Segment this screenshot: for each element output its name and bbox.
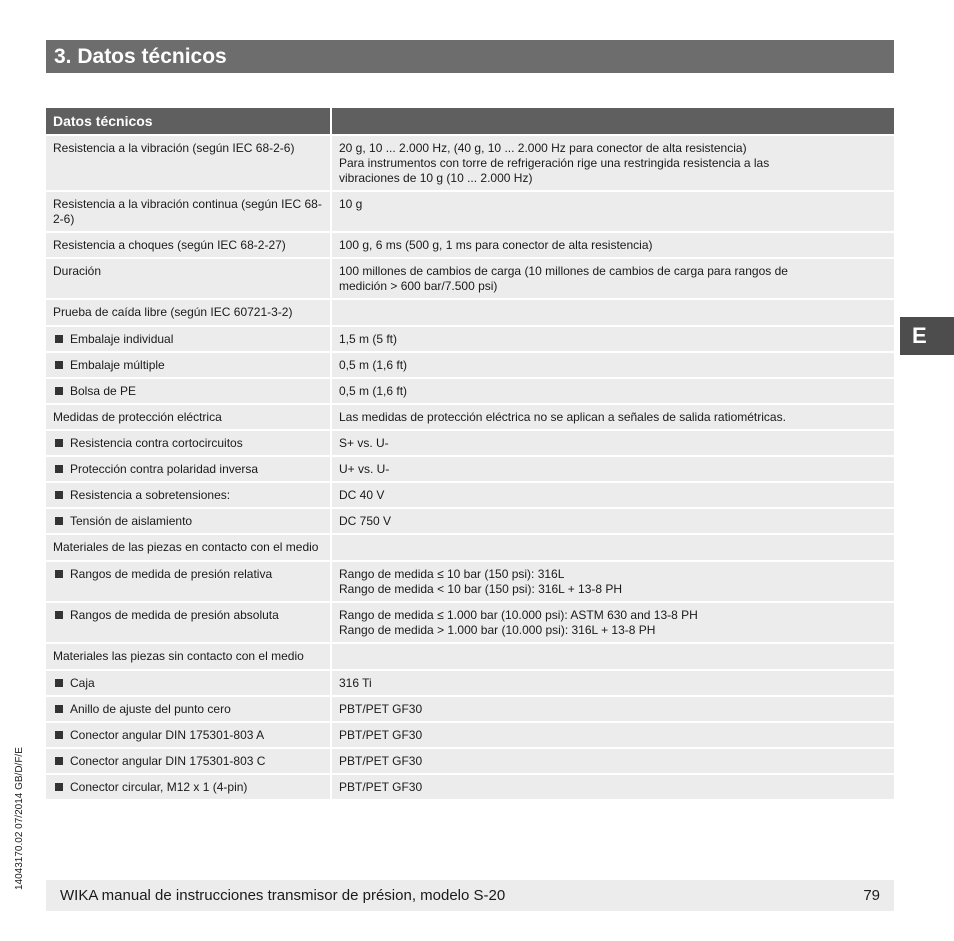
spec-value-cell bbox=[330, 603, 894, 642]
spec-label: Resistencia a la vibración continua (según IEC 68-2-6) bbox=[53, 197, 322, 226]
spec-label-cell bbox=[46, 353, 330, 377]
spec-label: Materiales de las piezas en contacto con el medio bbox=[53, 540, 319, 554]
spec-label: Duración bbox=[53, 264, 102, 278]
spec-value-line: 1,5 m (5 ft) bbox=[339, 332, 398, 346]
spec-label: Caja bbox=[70, 676, 95, 690]
spec-value-line: PBT/PET GF30 bbox=[339, 754, 423, 768]
spec-label: Resistencia contra cortocircuitos bbox=[70, 436, 243, 450]
spec-value-line: S+ vs. U- bbox=[339, 436, 389, 450]
spec-label-cell bbox=[46, 603, 330, 642]
square-bullet-icon bbox=[55, 679, 63, 687]
table-row bbox=[46, 353, 894, 377]
table-row bbox=[46, 379, 894, 403]
spec-value-line: DC 750 V bbox=[339, 514, 392, 528]
spec-value-cell bbox=[330, 562, 894, 601]
spec-label-cell bbox=[46, 509, 330, 533]
language-tab: E bbox=[900, 317, 954, 355]
spec-label: Anillo de ajuste del punto cero bbox=[70, 702, 231, 716]
spec-label-cell bbox=[46, 562, 330, 601]
page-number: 79 bbox=[863, 887, 880, 904]
table-header: Datos técnicos bbox=[46, 108, 330, 134]
spec-label: Rangos de medida de presión absoluta bbox=[70, 608, 279, 622]
document-code: 14043170.02 07/2014 GB/D/F/E bbox=[14, 747, 25, 890]
spec-value-cell bbox=[330, 327, 894, 351]
spec-label: Protección contra polaridad inversa bbox=[70, 462, 259, 476]
spec-value-cell bbox=[330, 192, 894, 231]
table-row bbox=[46, 300, 894, 325]
spec-label-cell bbox=[46, 300, 330, 325]
spec-value-cell bbox=[330, 300, 894, 325]
square-bullet-icon bbox=[55, 611, 63, 619]
table-row bbox=[46, 749, 894, 773]
spec-body bbox=[46, 136, 894, 799]
spec-label-cell bbox=[46, 671, 330, 695]
spec-label: Tensión de aislamiento bbox=[70, 514, 193, 528]
spec-value-line: Rango de medida ≤ 1.000 bar (10.000 psi): ASTM 630 and 13-8 PH bbox=[339, 608, 698, 622]
spec-value-cell bbox=[330, 697, 894, 721]
table-row bbox=[46, 405, 894, 429]
table-row bbox=[46, 509, 894, 533]
spec-value-cell bbox=[330, 671, 894, 695]
spec-value-line: Rango de medida > 1.000 bar (10.000 psi): 316L + 13-8 PH bbox=[339, 623, 656, 637]
square-bullet-icon bbox=[55, 517, 63, 525]
spec-value-line: PBT/PET GF30 bbox=[339, 702, 423, 716]
table-row bbox=[46, 697, 894, 721]
spec-value-line: 0,5 m (1,6 ft) bbox=[339, 358, 408, 372]
table-row bbox=[46, 671, 894, 695]
spec-value-cell bbox=[330, 353, 894, 377]
spec-label: Bolsa de PE bbox=[70, 384, 137, 398]
spec-label-cell bbox=[46, 259, 330, 298]
square-bullet-icon bbox=[55, 361, 63, 369]
spec-label: Medidas de protección eléctrica bbox=[53, 410, 222, 424]
spec-label: Materiales las piezas sin contacto con el medio bbox=[53, 649, 304, 663]
square-bullet-icon bbox=[55, 783, 63, 791]
spec-label: Embalaje múltiple bbox=[70, 358, 165, 372]
table-row bbox=[46, 483, 894, 507]
table-row bbox=[46, 603, 894, 642]
square-bullet-icon bbox=[55, 439, 63, 447]
spec-label: Prueba de caída libre (según IEC 60721-3-2) bbox=[53, 305, 293, 319]
spec-value-cell bbox=[330, 457, 894, 481]
spec-value-line: medición > 600 bar/7.500 psi) bbox=[339, 279, 498, 293]
spec-value-line: PBT/PET GF30 bbox=[339, 780, 423, 794]
spec-value-cell bbox=[330, 233, 894, 257]
spec-value-line: 100 millones de cambios de carga (10 millones de cambios de carga para rangos de bbox=[339, 264, 788, 278]
spec-value-cell bbox=[330, 431, 894, 455]
spec-value-cell bbox=[330, 136, 894, 190]
table-row bbox=[46, 644, 894, 669]
spec-value-line: Rango de medida ≤ 10 bar (150 psi): 316L bbox=[339, 567, 565, 581]
square-bullet-icon bbox=[55, 387, 63, 395]
spec-label: Conector angular DIN 175301-803 C bbox=[70, 754, 266, 768]
spec-value-cell bbox=[330, 749, 894, 773]
spec-label-cell bbox=[46, 431, 330, 455]
spec-value-line: vibraciones de 10 g (10 ... 2.000 Hz) bbox=[339, 171, 533, 185]
spec-label-cell bbox=[46, 644, 330, 669]
table-row bbox=[46, 259, 894, 298]
spec-label: Rangos de medida de presión relativa bbox=[70, 567, 273, 581]
square-bullet-icon bbox=[55, 757, 63, 765]
spec-label-cell bbox=[46, 405, 330, 429]
spec-label: Resistencia a sobretensiones: bbox=[70, 488, 231, 502]
spec-value-line: PBT/PET GF30 bbox=[339, 728, 423, 742]
spec-value-cell bbox=[330, 483, 894, 507]
spec-value-line: 0,5 m (1,6 ft) bbox=[339, 384, 408, 398]
footer-text: WIKA manual de instrucciones transmisor de présion, modelo S-20 bbox=[60, 887, 506, 904]
spec-value-cell bbox=[330, 405, 894, 429]
table-row bbox=[46, 535, 894, 560]
spec-label-cell bbox=[46, 749, 330, 773]
spec-label-cell bbox=[46, 483, 330, 507]
table-row bbox=[46, 562, 894, 601]
spec-value-line: DC 40 V bbox=[339, 488, 385, 502]
spec-value-cell bbox=[330, 775, 894, 799]
table-header-value bbox=[330, 108, 894, 134]
spec-value-line: Rango de medida < 10 bar (150 psi): 316L + 13-8 PH bbox=[339, 582, 623, 596]
spec-value-cell bbox=[330, 509, 894, 533]
spec-label-cell bbox=[46, 775, 330, 799]
spec-label-cell bbox=[46, 192, 330, 231]
spec-value-cell bbox=[330, 379, 894, 403]
spec-value-cell bbox=[330, 723, 894, 747]
square-bullet-icon bbox=[55, 465, 63, 473]
spec-value-line: 20 g, 10 ... 2.000 Hz, (40 g, 10 ... 2.000 Hz para conector de alta resistencia) bbox=[339, 141, 747, 155]
spec-label: Resistencia a choques (según IEC 68-2-27) bbox=[53, 238, 286, 252]
spec-label-cell bbox=[46, 697, 330, 721]
spec-label-cell bbox=[46, 535, 330, 560]
spec-label-cell bbox=[46, 379, 330, 403]
table-row bbox=[46, 457, 894, 481]
spec-label-cell bbox=[46, 327, 330, 351]
spec-label: Conector angular DIN 175301-803 A bbox=[70, 728, 265, 742]
spec-label: Embalaje individual bbox=[70, 332, 174, 346]
spec-label: Conector circular, M12 x 1 (4-pin) bbox=[70, 780, 248, 794]
table-row bbox=[46, 136, 894, 190]
table-row bbox=[46, 775, 894, 799]
spec-value-line: Para instrumentos con torre de refrigeración rige una restringida resistencia a las bbox=[339, 156, 770, 170]
table-header-row bbox=[46, 108, 894, 134]
spec-value-line: 10 g bbox=[339, 197, 363, 211]
square-bullet-icon bbox=[55, 335, 63, 343]
table-row bbox=[46, 192, 894, 231]
square-bullet-icon bbox=[55, 731, 63, 739]
table-row bbox=[46, 327, 894, 351]
spec-value-line: Las medidas de protección eléctrica no se aplican a señales de salida ratiométricas. bbox=[339, 410, 786, 424]
spec-table bbox=[46, 106, 894, 801]
spec-value-line: 100 g, 6 ms (500 g, 1 ms para conector de alta resistencia) bbox=[339, 238, 653, 252]
spec-label-cell bbox=[46, 723, 330, 747]
spec-value-line: 316 Ti bbox=[339, 676, 372, 690]
square-bullet-icon bbox=[55, 705, 63, 713]
spec-value-cell bbox=[330, 535, 894, 560]
table-row bbox=[46, 431, 894, 455]
table-row bbox=[46, 233, 894, 257]
spec-value-cell bbox=[330, 259, 894, 298]
spec-label-cell bbox=[46, 136, 330, 190]
table-row bbox=[46, 723, 894, 747]
page-footer bbox=[46, 880, 894, 911]
square-bullet-icon bbox=[55, 491, 63, 499]
section-title: 3. Datos técnicos bbox=[46, 40, 894, 73]
spec-value-line: U+ vs. U- bbox=[339, 462, 390, 476]
spec-label: Resistencia a la vibración (según IEC 68-2-6) bbox=[53, 141, 295, 155]
square-bullet-icon bbox=[55, 570, 63, 578]
spec-value-cell bbox=[330, 644, 894, 669]
spec-label-cell bbox=[46, 457, 330, 481]
spec-label-cell bbox=[46, 233, 330, 257]
